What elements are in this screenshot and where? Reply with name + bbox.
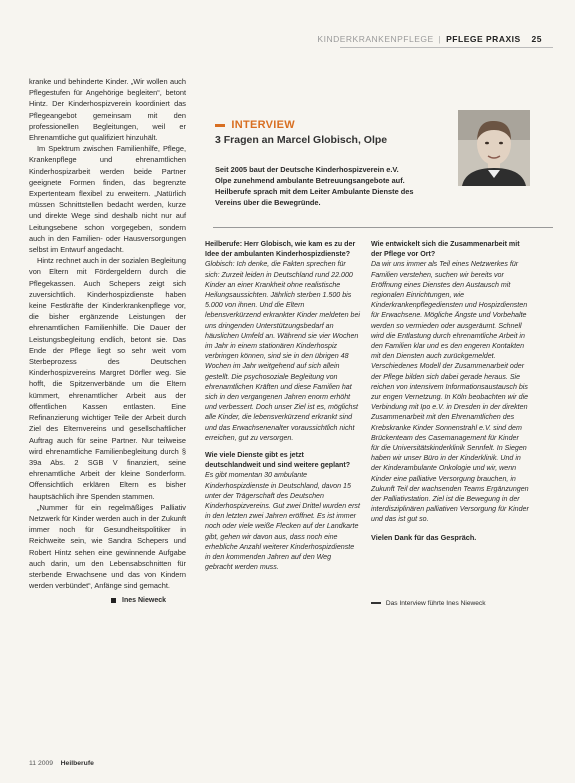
interview-label [215, 119, 295, 131]
interview-intro: Seit 2005 baut der Deutsche Kinderhospizverein e.V. Olpe zunehmend ambulante Betreuungsangebote auf. Heilberufe sprach mit dem Leiter Ambulante Dienste des Vereins über die Bewegründe. [215, 165, 414, 207]
interview-thanks: Vielen Dank für das Gespräch. [371, 532, 477, 542]
interview-answer: Da wir uns immer als Teil eines Netzwerkes für Familien verstehen, suchen wir bereits vor Eröffnung eines Dienstes den Austausch mit regionalen Einrichtungen, wie Kinderkrankenpflegediensten und Hospizdiensten für Erwachsene. Mögliche Ängste und Vorbehalte werden so vermieden oder ausgeräumt. Schnell wird die Entlastung durch ehrenamtliche Arbeit in den Familien klar und es den engeren Kontakten mit den Diensten auch zurückgemeldet. Verschiedenes Modell der Zusammenarbeit oder der Pflege bilden sich dabei gerade heraus. Sie reichen von intensivem Informationsaustausch bis zur engen Vernetzung. In Köln beobachten wir die Verbindung mit Ipo e.V. in Dresden in der direkten Zusammenarbeit mit den Ehrenamtlichen des Krebskranke Kinder Sonnenstrahl e.V. sind dem Brückenteam des Casemanagement für Kinder für die Universitätskinderklinik Sennfelt. In Siegen haben wir unser Büro in der Kinderklinik. Und in der Kinderambulante Onkologie und wir, wenn Kinder eine palliative Versorgung brauchen, in Zukunft Teil der wachsenden Teams Ergänzungen der Palliativstation. Ziel ist die Bewegung in der interdisziplinären palliativen Versorgung für Kinder und das ist gut so. [371, 260, 529, 524]
interview-answer: Es gibt momentan 30 ambulante Kinderhospizdienste in Deutschland, davon 15 unter der Trägerschaft des Deutschen Kinderhospizvereins. Gut zwei Drittel wurden erst in den letzten zwei Jahren eröffnet. Es ist immer noch oder viele weiße Flecken auf der Landkarte gibt, gehen wir davon aus, dass noch eine erhebliche Anzahl weiterer Kinderhospizdienste in den kommenden Jahren auf den Weg gebracht werden muss. [205, 471, 360, 572]
interview-answer: Globisch: Ich denke, die Fakten sprechen für sich: Zurzeit leiden in Deutschland rund 22.000 Kinder an einer Krankheit ohne realistische Heilungsaussichten. Jährlich sterben 1.500 bis 5.000 von ihnen. Und die Eltern lebensverkürzend erkrankter Kinder meldeten bei uns dringenden Unterstützungsbedarf an häuslichen Umfeld an. Während sie vier Wochen im Jahr in einem stationären Kinderhospiz verbringen können, sind sie in den übrigen 48 Wochen im Jahr weitgehend auf sich allein gestellt. Die psychosoziale Begleitung von ehrenamtlichen Kräften und diese Familien hat sich in den vergangenen Jahren enorm erhöht und verbessert. Doch unser Ziel ist es, möglichst alle Kinder, die lebensverkürzend erkrankt sind und das Erwachsenenalter voraussichtlich nicht erreichen, gut zu versorgen. [205, 260, 360, 442]
interview-column-right [371, 239, 529, 609]
interview-column-middle [205, 239, 360, 580]
dash-bullet-icon [215, 124, 225, 127]
body-paragraph: Im Spektrum zwischen Familienhilfe, Pflege, Krankenpflege und ehrenamtlichen Kinderhospizarbeit werden beide Partner geeignete Formen finden, das begrenzte Expertenteam flexibel zu erweitern. „Natürlich müssen Schnittstellen bedacht werden, kurze und direkte Wege sind deshalb nicht nur auf Leitungsebene schon vorgegeben, sondern auch in den Familien- oder Hausversorgungen selbst im Entwurf angedacht. [29, 144, 186, 255]
header-rule [340, 47, 553, 48]
interview-credit [371, 599, 529, 609]
portrait-photo [458, 110, 530, 186]
body-paragraph: Hintz rechnet auch in der sozialen Begleitung von Eltern mit Fördergeldern durch die Pflegekassen. Auch Schepers zeigt sich zuversichtlich. Kinderhospizdienste haben keine Festkräfte der Kinderkrankenpflege vor, die bisher ergänzende Leistungen der ehrenamtlichen Familienhilfe. Die Dauer der Leistungsbegleitung endlich, betont sie. Das Ende der Pflege liegt so sehr weit vom Sterbeprozess des Deutschen Kinderhospizvereins Margret Dörfler weg. Sie hofft, die Spitzenverbände um die Eltern kümmert, ehrenamtlicher Arbeit aus der öffentlichen Kassen entlasten. Eine Refinanzierung wichtiger Teile der Arbeit durch Ziel des Elternvereins und gesellschaftlicher Auftrag auch für seine Partner. Nur teilweise wird ehrenamtliche Familienbegleitung durch § 39a Abs. 2 SGB V finanziert, seine ehrenamtliche Arbeit der kleine Sonderform. Offensichtlich erklären Eltern es bisher hauptsächlich ihre Spenden stammen. [29, 256, 186, 501]
interview-credit-text: Das Interview führte Ines Nieweck [385, 599, 486, 607]
interview-subtitle: 3 Fragen an Marcel Globisch, Olpe [215, 134, 388, 146]
author-signature [29, 595, 186, 606]
left-article-column [29, 76, 186, 607]
running-header [317, 34, 542, 44]
square-bullet-icon [111, 598, 116, 603]
header-section-bold: PFLEGE PRAXIS [446, 34, 521, 44]
header-separator: | [438, 34, 442, 44]
interview-question: Wie entwickelt sich die Zusammenarbeit mit der Pflege vor Ort? [371, 240, 520, 259]
intro-divider [213, 227, 553, 228]
body-paragraph: „Nummer für ein regelmäßiges Palliativ Netzwerk für Kinder werden auch in der Zukunft immer noch für Gesundheitspolitiker in Reichweite sein, wie Sandra Schepers und Robert Hintz sehen eine gewinnende Aufgabe auch darin, um den Lebensabschnitten für sterbende Erwachsene und das von Kindern werden verbündet“, Anfänge sind gemacht. [29, 502, 186, 591]
dash-bullet-icon [371, 602, 381, 604]
interview-question: Wie viele Dienste gibt es jetzt deutschlandweit und sind weitere geplant? [205, 451, 351, 470]
body-paragraph: kranke und behinderte Kinder. „Wir wollen auch Pflegestufen für Angehörige begleiten“, betont Hintz. Der Kinderhospizverein koordiniert das Pflegeangebot gemeinsam mit den professionellen Begleitungen, weil er Ehrenamtliche gut qualifiziert hinzuhält. [29, 77, 186, 143]
header-section: KINDERKRANKENPFLEGE [317, 34, 434, 44]
interview-label-text: INTERVIEW [231, 119, 295, 131]
issue-number: 11 2009 [29, 760, 54, 767]
portrait-image [458, 110, 530, 186]
page-footer [29, 760, 94, 767]
page-number: 25 [531, 34, 542, 44]
author-name: Ines Nieweck [122, 597, 166, 605]
magazine-name: Heilberufe [60, 760, 94, 767]
interview-question: Heilberufe: Herr Globisch, wie kam es zu der Idee der ambulanten Kinderhospizdienste? [205, 240, 356, 259]
